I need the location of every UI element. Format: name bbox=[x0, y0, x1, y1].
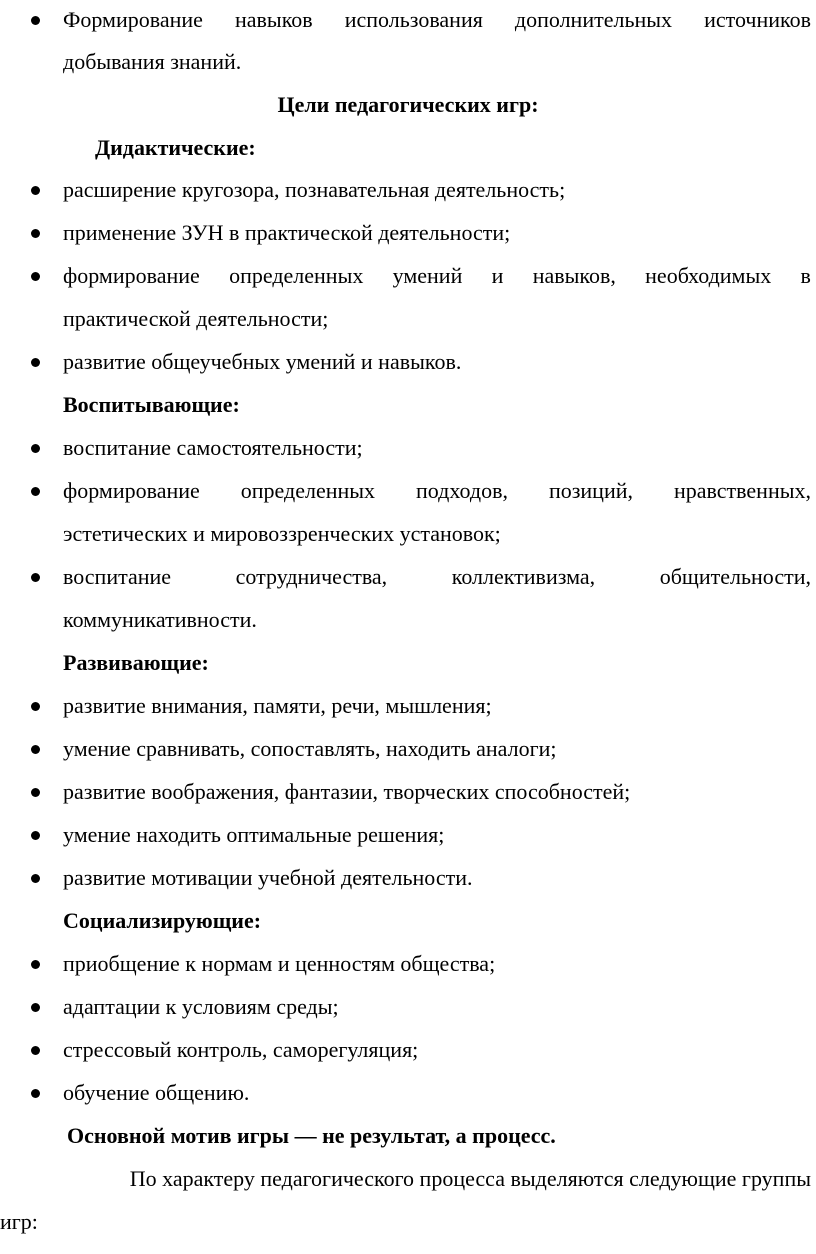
didactic-item-2: применение ЗУН в практической деятельности; bbox=[63, 220, 511, 245]
main-motive: Основной мотив игры — не результат, а процесс. bbox=[67, 1123, 556, 1148]
bullet-icon bbox=[31, 186, 40, 195]
bullet-icon bbox=[31, 874, 40, 883]
word: использования bbox=[344, 7, 483, 32]
didactic-item-3-line1 bbox=[63, 263, 811, 289]
bullet-icon bbox=[31, 272, 40, 281]
educational-item-1: воспитание самостоятельности; bbox=[63, 435, 363, 460]
word: формирование bbox=[63, 263, 200, 288]
didactic-heading: Дидактические: bbox=[95, 135, 256, 160]
word: формирование bbox=[63, 478, 200, 503]
bullet-icon bbox=[31, 229, 40, 238]
word: коллективизма, bbox=[451, 564, 596, 589]
bullet-icon bbox=[31, 1003, 40, 1012]
educational-item-2-line2: эстетических и мировоззренческих установок; bbox=[63, 521, 501, 546]
bullet-icon bbox=[31, 745, 40, 754]
developing-heading: Развивающие: bbox=[63, 650, 209, 675]
developing-item-2: умение сравнивать, сопоставлять, находить аналоги; bbox=[63, 736, 557, 761]
word: умений bbox=[392, 263, 463, 288]
word: навыков bbox=[234, 7, 313, 32]
bullet-icon bbox=[31, 444, 40, 453]
bullet-icon bbox=[31, 831, 40, 840]
word: сотрудничества, bbox=[235, 564, 388, 589]
bullet-icon bbox=[31, 487, 40, 496]
word: подходов, bbox=[416, 478, 508, 503]
didactic-item-1: расширение кругозора, познавательная деятельность; bbox=[63, 177, 566, 202]
word: в bbox=[800, 263, 811, 288]
word: воспитание bbox=[63, 564, 172, 589]
intro-item-line1 bbox=[63, 7, 811, 33]
intro-item-line2: добывания знаний. bbox=[63, 49, 242, 74]
developing-item-4: умение находить оптимальные решения; bbox=[63, 822, 445, 847]
bullet-icon bbox=[31, 16, 40, 25]
didactic-item-3-line2: практической деятельности; bbox=[63, 306, 329, 331]
goals-title: Цели педагогических игр: bbox=[277, 92, 539, 117]
word: и bbox=[491, 263, 504, 288]
closing-line-1: По характеру педагогического процесса выделяются следующие группы bbox=[129, 1166, 811, 1191]
socializing-heading: Социализирующие: bbox=[63, 908, 262, 933]
word: определенных bbox=[240, 478, 376, 503]
developing-item-5: развитие мотивации учебной деятельности. bbox=[63, 865, 473, 890]
word: позиций, bbox=[548, 478, 633, 503]
educational-item-3-line1 bbox=[63, 564, 811, 590]
socializing-item-4: обучение общению. bbox=[63, 1080, 250, 1105]
socializing-item-2: адаптации к условиям среды; bbox=[63, 994, 339, 1019]
bullet-icon bbox=[31, 788, 40, 797]
educational-item-2-line1 bbox=[63, 478, 811, 504]
socializing-item-3: стрессовый контроль, саморегуляция; bbox=[63, 1037, 419, 1062]
bullet-icon bbox=[31, 1046, 40, 1055]
educational-item-3-line2: коммуникативности. bbox=[63, 607, 257, 632]
word: необходимых bbox=[645, 263, 772, 288]
closing-line-2: игр: bbox=[0, 1209, 38, 1234]
word: источников bbox=[704, 7, 811, 32]
bullet-icon bbox=[31, 573, 40, 582]
bullet-icon bbox=[31, 702, 40, 711]
developing-item-3: развитие воображения, фантазии, творческих способностей; bbox=[63, 779, 631, 804]
developing-item-1: развитие внимания, памяти, речи, мышления; bbox=[63, 693, 492, 718]
word: дополнительных bbox=[514, 7, 673, 32]
didactic-item-4: развитие общеучебных умений и навыков. bbox=[63, 349, 462, 374]
word: общительности, bbox=[659, 564, 811, 589]
word: Формирование bbox=[63, 7, 203, 32]
socializing-item-1: приобщение к нормам и ценностям общества; bbox=[63, 951, 496, 976]
educational-heading: Воспитывающие: bbox=[63, 392, 240, 417]
word: нравственных, bbox=[673, 478, 811, 503]
word: навыков, bbox=[532, 263, 616, 288]
word: определенных bbox=[229, 263, 364, 288]
bullet-icon bbox=[31, 358, 40, 367]
bullet-icon bbox=[31, 1089, 40, 1098]
bullet-icon bbox=[31, 960, 40, 969]
